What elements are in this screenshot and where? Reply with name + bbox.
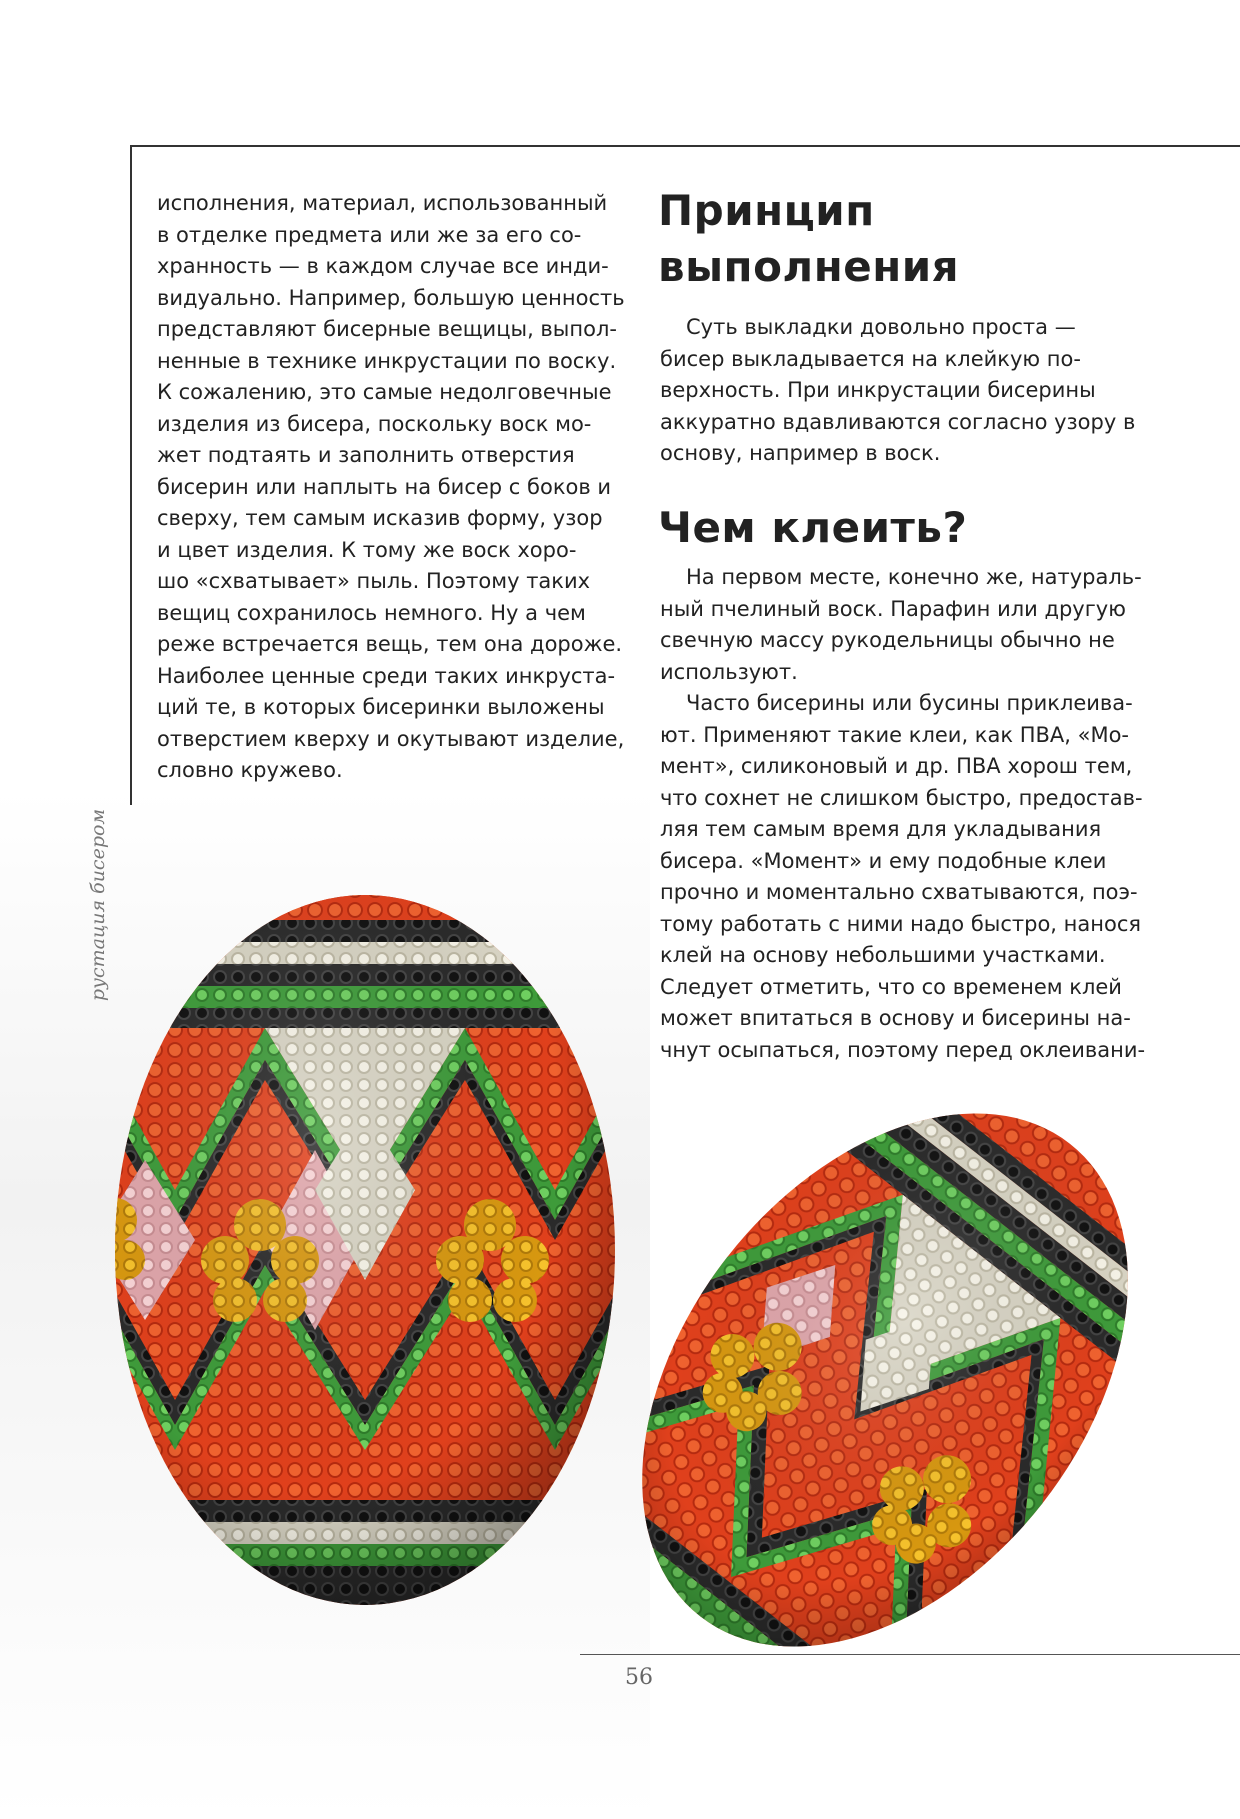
text-line: верхность. При инкрустации бисерины (660, 378, 1096, 402)
heading-line: Принцип (658, 186, 875, 235)
text-line: жет подтаять и заполнить отверстия (157, 443, 575, 467)
text-line: исполнения, материал, использованный (157, 191, 608, 215)
text-line: и цвет изделия. К тому же воск хоро- (157, 537, 577, 562)
text-line: бисера. «Момент» и ему подобные клеи (660, 848, 1107, 873)
glue-section-text (660, 562, 1146, 1066)
text-line: Часто бисерины или бусины приклеива- (686, 691, 1133, 715)
text-line: что сохнет не слишком быстро, предостав- (660, 785, 1143, 810)
text-line: ют. Применяют такие клеи, как ПВА, «Мо- (660, 722, 1130, 747)
text-line: ненные в технике инкрустации по воску. (157, 348, 617, 373)
text-line: клей на основу небольшими участками. (660, 943, 1106, 967)
text-line: бисер выкладывается на клейкую по- (660, 346, 1081, 371)
text-line: Наиболее ценные среди таких инкруста- (157, 663, 616, 688)
text-line: прочно и моментально схватываются, поэ- (660, 880, 1138, 904)
text-line: отверстием кверху и окутывают изделие, (157, 726, 625, 751)
text-line: видуально. Например, большую ценность (157, 285, 625, 310)
left-text-column (157, 188, 627, 787)
heading-line: выполнения (658, 242, 960, 291)
page-number: 56 (625, 1665, 653, 1690)
text-line: ций те, в которых бисеринки выложены (157, 695, 605, 719)
text-line: ляя тем самым время для укладывания (660, 817, 1102, 841)
text-line: тому работать с ними надо быстро, нанося (660, 911, 1142, 936)
text-line: шо «схватывает» пыль. Поэтому таких (157, 569, 591, 593)
text-line: чнут осыпаться, поэтому перед оклеивани- (660, 1037, 1146, 1062)
text-line: ный пчелиный воск. Парафин или другую (660, 596, 1126, 621)
text-line: представляют бисерные вещицы, выпол- (157, 317, 617, 341)
top-frame-rule (130, 145, 1240, 147)
text-line: бисерин или наплыть на бисер с боков и (157, 474, 612, 499)
text-line: сверху, тем самым исказив форму, узор (157, 506, 603, 530)
text-line: мент», силиконовый и др. ПВА хорош тем, (660, 754, 1133, 778)
text-line: На первом месте, конечно же, натураль- (686, 565, 1142, 589)
text-line: в отделке предмета или же за его со- (157, 222, 582, 247)
heading-glue (658, 500, 967, 556)
text-line: изделия из бисера, поскольку воск мо- (157, 411, 592, 436)
vertical-section-label: рустация бисером (87, 808, 109, 1002)
text-line: реже встречается вещь, тем она дороже. (157, 632, 623, 656)
text-line: К сожалению, это самые недолговечные (157, 380, 612, 404)
left-frame-rule (130, 145, 132, 805)
text-line: может впитаться в основу и бисерины на- (660, 1006, 1131, 1030)
beaded-egg-photo-tilted (595, 1080, 1175, 1700)
text-line: словно кружево. (157, 758, 343, 782)
text-line: Суть выкладки довольно проста — (686, 315, 1076, 339)
principle-paragraph (660, 312, 1136, 470)
text-line: хранность — в каждом случае все инди- (157, 254, 609, 278)
text-line: основу, например в воск. (660, 441, 941, 465)
text-line: аккуратно вдавливаются согласно узору в (660, 409, 1136, 434)
text-line: Следует отметить, что со временем клей (660, 974, 1122, 999)
text-line: используют. (660, 659, 798, 684)
heading-line: Чем клеить? (658, 503, 968, 552)
text-line: свечную массу рукодельницы обычно не (660, 628, 1115, 652)
beaded-egg-photo-upright (85, 860, 645, 1640)
heading-principle (658, 183, 959, 295)
text-line: вещиц сохранилось немного. Ну а чем (157, 600, 586, 625)
